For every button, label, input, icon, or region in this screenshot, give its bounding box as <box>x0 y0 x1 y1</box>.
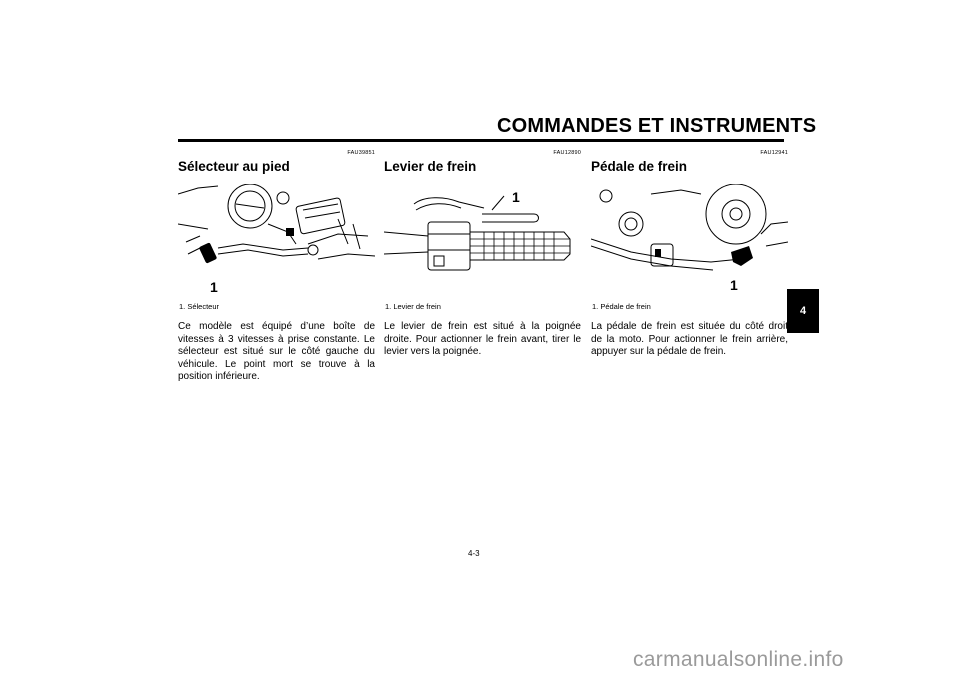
section-title: Sélecteur au pied <box>178 159 290 174</box>
section-code: FAU12941 <box>760 150 788 156</box>
callout-number: 1 <box>730 277 738 293</box>
section-brake-lever <box>384 150 581 358</box>
section-title: Pédale de frein <box>591 159 688 174</box>
brake-pedal-illustration <box>591 184 788 294</box>
chapter-tab: 4 <box>787 289 819 333</box>
figure-caption: 1. Pédale de frein <box>592 302 651 311</box>
figure-caption: 1. Levier de frein <box>385 302 441 311</box>
figure-brake-lever <box>384 184 581 294</box>
figure-brake-pedal <box>591 184 788 294</box>
section-code: FAU39851 <box>347 150 375 156</box>
section-title: Levier de frein <box>384 159 477 174</box>
figure-caption: 1. Sélecteur <box>179 302 220 311</box>
figure-foot-shifter <box>178 184 375 294</box>
section-code: FAU12890 <box>553 150 581 156</box>
section-foot-shifter <box>178 150 375 383</box>
section-body: La pédale de frein est située du côté droit de la moto. Pour actionner le frein arrière, appuyer sur la pédale de frein. <box>591 321 788 358</box>
page-title: COMMANDES ET INSTRUMENTS <box>497 115 817 137</box>
section-body: Ce modèle est équipé d’une boîte de vitesses à 3 vitesses à prise constante. Le sélecteur est situé sur le côté gauche du véhicule. Le point mort se trouve à la position inférieure. <box>178 321 375 383</box>
section-body: Le levier de frein est situé à la poignée droite. Pour actionner le frein avant, tirer le levier vers la poignée. <box>384 321 581 358</box>
page-number: 4-3 <box>468 549 480 558</box>
section-brake-pedal <box>591 150 788 358</box>
callout-number: 1 <box>210 279 218 295</box>
shifter-illustration <box>178 184 375 294</box>
brake-lever-illustration <box>384 184 581 294</box>
watermark: carmanualsonline.info <box>633 648 844 671</box>
callout-number: 1 <box>512 189 520 205</box>
header-rule <box>178 139 784 142</box>
